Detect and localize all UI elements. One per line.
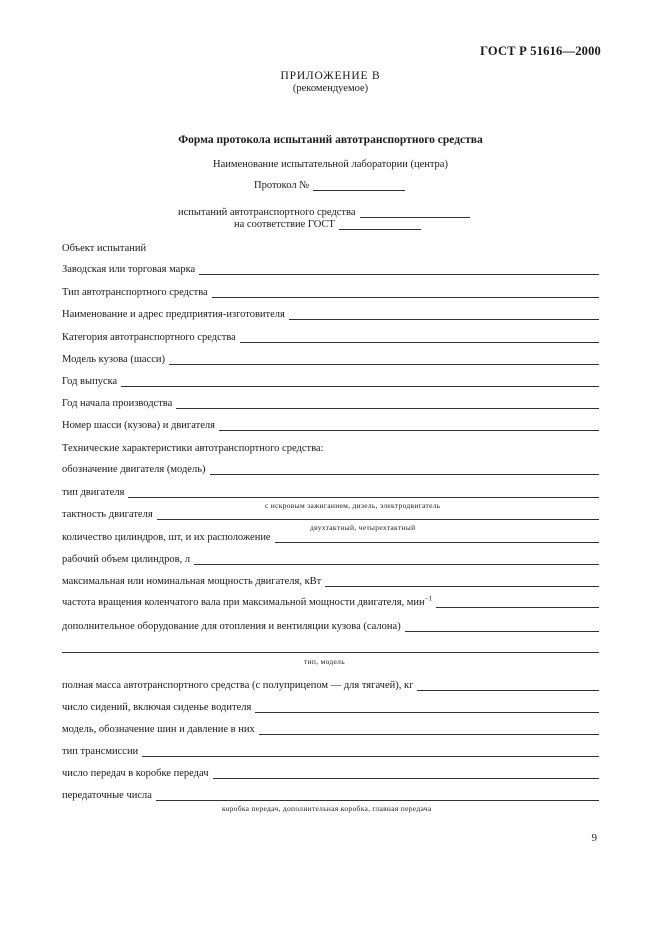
field-gear-ratios bbox=[62, 790, 599, 801]
field-blank[interactable] bbox=[255, 702, 599, 713]
field-total-mass bbox=[62, 680, 599, 691]
field-blank[interactable] bbox=[213, 768, 600, 779]
field-label: модель, обозначение шин и давление в них bbox=[62, 724, 255, 735]
field-displacement bbox=[62, 554, 599, 565]
appendix-title: ПРИЛОЖЕНИЕ В bbox=[280, 70, 381, 82]
field-label: Год выпуска bbox=[62, 376, 118, 387]
field-blank[interactable] bbox=[142, 746, 599, 757]
tests-of-blank[interactable] bbox=[360, 208, 470, 218]
field-blank[interactable] bbox=[405, 621, 599, 632]
field-chassis-number bbox=[62, 420, 599, 431]
per-gost-blank[interactable] bbox=[339, 220, 421, 230]
field-label bbox=[62, 594, 433, 608]
field-blank[interactable] bbox=[156, 790, 599, 801]
object-heading: Объект испытаний bbox=[62, 243, 147, 254]
field-brand bbox=[62, 264, 599, 275]
field-seats bbox=[62, 702, 599, 713]
field-label: Заводская или торговая марка bbox=[62, 264, 196, 275]
field-blank[interactable] bbox=[259, 724, 599, 735]
field-label: Номер шасси (кузова) и двигателя bbox=[62, 420, 215, 431]
field-max-power bbox=[62, 576, 599, 587]
crank-speed-exponent: −1 bbox=[424, 594, 433, 603]
field-label: максимальная или номинальная мощность двигателя, кВт bbox=[62, 576, 322, 587]
per-gost-line bbox=[234, 219, 421, 230]
standard-number: ГОСТ Р 51616—2000 bbox=[480, 44, 601, 58]
field-cylinders bbox=[62, 532, 599, 543]
tech-specs-heading: Технические характеристики автотранспортного средства: bbox=[62, 443, 324, 454]
page-number: 9 bbox=[591, 832, 597, 844]
field-blank[interactable] bbox=[176, 398, 599, 409]
field-label: Год начала производства bbox=[62, 398, 173, 409]
field-blank[interactable] bbox=[240, 332, 599, 343]
field-blank[interactable] bbox=[210, 464, 600, 475]
engine-type-hint: с искровым зажиганием, дизель, электродвигатель bbox=[265, 501, 441, 510]
field-label: тип двигателя bbox=[62, 487, 125, 498]
protocol-number bbox=[254, 180, 405, 191]
field-tires bbox=[62, 724, 599, 735]
field-label: Тип автотранспортного средства bbox=[62, 287, 208, 298]
field-label: число сидений, включая сиденье водителя bbox=[62, 702, 252, 713]
field-blank[interactable] bbox=[169, 354, 599, 365]
protocol-label: Протокол № bbox=[254, 180, 310, 191]
field-label: Наименование и адрес предприятия-изготовителя bbox=[62, 309, 285, 320]
field-blank[interactable] bbox=[194, 554, 599, 565]
field-label: передаточные числа bbox=[62, 790, 152, 801]
field-blank[interactable] bbox=[219, 420, 599, 431]
field-body-model bbox=[62, 354, 599, 365]
gear-ratios-hint: коробка передач, дополнительная коробка, главная передача bbox=[222, 804, 432, 813]
field-blank[interactable] bbox=[436, 597, 599, 608]
field-engine-type bbox=[62, 487, 599, 498]
field-blank[interactable] bbox=[199, 264, 599, 275]
field-label: дополнительное оборудование для отопления и вентиляции кузова (салона) bbox=[62, 621, 401, 632]
field-heating bbox=[62, 621, 599, 632]
heating-continuation-blank[interactable] bbox=[62, 652, 599, 653]
field-type bbox=[62, 287, 599, 298]
field-transmission bbox=[62, 746, 599, 757]
appendix-subtitle: (рекомендуемое) bbox=[292, 83, 369, 94]
field-label: тип трансмиссии bbox=[62, 746, 139, 757]
field-blank[interactable] bbox=[417, 680, 599, 691]
field-blank[interactable] bbox=[275, 532, 599, 543]
field-label: тактность двигателя bbox=[62, 509, 153, 520]
field-blank[interactable] bbox=[325, 576, 599, 587]
form-title: Форма протокола испытаний автотранспортного средства bbox=[178, 134, 483, 146]
field-production-start bbox=[62, 398, 599, 409]
field-year bbox=[62, 376, 599, 387]
field-manufacturer bbox=[62, 309, 599, 320]
field-blank[interactable] bbox=[157, 509, 599, 520]
field-blank[interactable] bbox=[128, 487, 599, 498]
field-category bbox=[62, 332, 599, 343]
field-engine-designation bbox=[62, 464, 599, 475]
heating-hint: тип, модель bbox=[304, 657, 345, 666]
field-crank-speed bbox=[62, 594, 599, 608]
engine-stroke-hint: двухтактный, четырехтактный bbox=[310, 523, 416, 532]
field-blank[interactable] bbox=[121, 376, 599, 387]
field-blank[interactable] bbox=[212, 287, 599, 298]
lab-name: Наименование испытательной лаборатории (центра) bbox=[213, 159, 448, 170]
field-label: обозначение двигателя (модель) bbox=[62, 464, 206, 475]
field-label: Модель кузова (шасси) bbox=[62, 354, 166, 365]
field-label: полная масса автотранспортного средства (с полуприцепом — для тягачей), кг bbox=[62, 680, 414, 691]
field-label: рабочий объем цилиндров, л bbox=[62, 554, 191, 565]
field-blank[interactable] bbox=[289, 309, 599, 320]
protocol-number-blank[interactable] bbox=[313, 181, 405, 191]
tests-of-line bbox=[178, 207, 470, 218]
per-gost-label: на соответствие ГОСТ bbox=[234, 219, 335, 230]
field-label: Категория автотранспортного средства bbox=[62, 332, 236, 343]
field-engine-stroke bbox=[62, 509, 599, 520]
field-label: количество цилиндров, шт, и их расположение bbox=[62, 532, 271, 543]
field-label: число передач в коробке передач bbox=[62, 768, 209, 779]
tests-of-label: испытаний автотранспортного средства bbox=[178, 207, 356, 218]
crank-speed-text: частота вращения коленчатого вала при максимальной мощности двигателя, мин bbox=[62, 597, 425, 608]
field-gears bbox=[62, 768, 599, 779]
